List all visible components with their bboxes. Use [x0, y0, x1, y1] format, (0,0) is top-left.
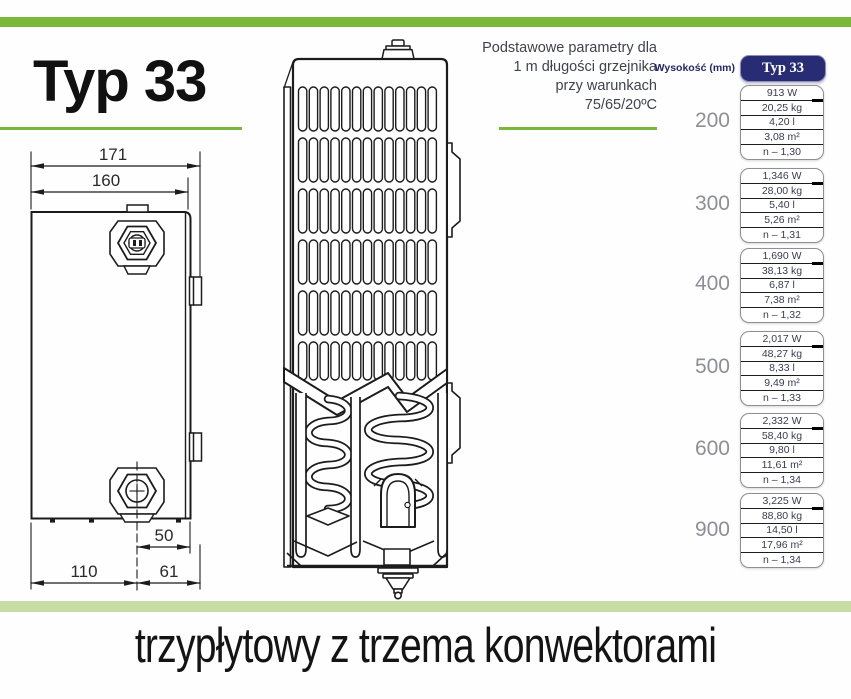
table-cell: 14,50 l — [741, 524, 823, 539]
dim-label-160: 160 — [91, 171, 121, 190]
table-cell: 28,00 kg — [741, 184, 823, 199]
table-cell: 1,346 W — [741, 169, 823, 184]
height-label: 300 — [694, 192, 730, 215]
dimension-50 — [137, 544, 190, 550]
drain-tube — [374, 474, 422, 527]
top-green-bar — [0, 17, 851, 27]
height-label: 600 — [694, 437, 730, 460]
table-cell: 2,017 W — [741, 332, 823, 347]
table-cell: 38,13 kg — [741, 264, 823, 279]
table-header-typ: Typ 33 — [740, 55, 826, 82]
dimension-171 — [31, 163, 200, 169]
table-cell: 4,20 l — [741, 116, 823, 131]
table-group — [740, 248, 824, 323]
table-cell: 58,40 kg — [741, 429, 823, 444]
page-title: Typ 33 — [33, 49, 207, 114]
height-label: 200 — [694, 109, 730, 132]
height-label: 900 — [694, 518, 730, 541]
table-cell: 2,332 W — [741, 414, 823, 429]
table-cell: 20,25 kg — [741, 101, 823, 116]
subtitle: trzypłytowy z trzema konwektorami — [134, 619, 717, 673]
height-label: 400 — [694, 272, 730, 295]
table-cell: n – 1,33 — [763, 392, 801, 405]
table-cell: 7,38 m² — [741, 293, 823, 308]
table-cell: n – 1,34 — [763, 474, 801, 487]
dim-label-61: 61 — [159, 562, 179, 581]
cutaway-tear — [284, 368, 447, 415]
table-group — [740, 493, 824, 568]
dimension-160 — [31, 189, 188, 195]
table-cell: n – 1,32 — [763, 309, 801, 322]
table-group — [740, 168, 824, 243]
table-cell: 5,40 l — [741, 199, 823, 214]
top-valve — [110, 221, 164, 274]
bottom-green-bar — [0, 601, 851, 612]
table-header-height: Wysokość (mm) — [654, 62, 735, 74]
convector-fins — [309, 396, 430, 509]
front-view-drawing — [284, 40, 460, 599]
dim-label-171: 171 — [98, 145, 128, 164]
table-cell: 5,26 m² — [741, 213, 823, 228]
table-cell: 6,87 l — [741, 279, 823, 294]
water-channels — [296, 393, 447, 557]
drain-valve — [378, 549, 418, 599]
table-cell: 48,27 kg — [741, 347, 823, 362]
parameters-note-line: Podstawowe parametry dla — [482, 40, 657, 56]
convection-slots — [299, 87, 437, 380]
dimension-110-61 — [31, 580, 200, 586]
parameters-note-line: 75/65/20ºC — [584, 97, 657, 113]
side-view-drawing — [31, 152, 202, 592]
table-cell: 3,225 W — [741, 494, 823, 509]
table-cell: 9,49 m² — [741, 376, 823, 391]
bottom-valve — [110, 468, 164, 522]
parameters-note — [440, 39, 657, 115]
table-group — [740, 413, 824, 488]
table-cell: n – 1,31 — [763, 229, 801, 242]
dim-label-50: 50 — [154, 526, 174, 545]
title-underline — [0, 127, 242, 130]
front-top-valve — [382, 40, 414, 59]
table-cell: 9,80 l — [741, 444, 823, 459]
parameters-note-line: 1 m długości grzejnika — [513, 59, 657, 75]
table-cell: 17,96 m² — [741, 538, 823, 553]
table-group — [740, 85, 824, 160]
table-cell: 11,61 m² — [741, 458, 823, 473]
table-cell: 3,08 m² — [741, 130, 823, 145]
parameters-note-line: przy warunkach — [555, 78, 657, 94]
table-cell: 8,33 l — [741, 362, 823, 377]
table-cell: 88,80 kg — [741, 509, 823, 524]
height-label: 500 — [694, 355, 730, 378]
table-group — [740, 331, 824, 406]
table-cell: 913 W — [741, 86, 823, 101]
table-cell: 1,690 W — [741, 249, 823, 264]
wall-bracket — [190, 277, 202, 461]
table-cell: n – 1,34 — [763, 554, 801, 567]
table-cell: n – 1,30 — [763, 146, 801, 159]
dim-label-110: 110 — [70, 562, 98, 581]
parameters-note-underline — [499, 127, 657, 130]
